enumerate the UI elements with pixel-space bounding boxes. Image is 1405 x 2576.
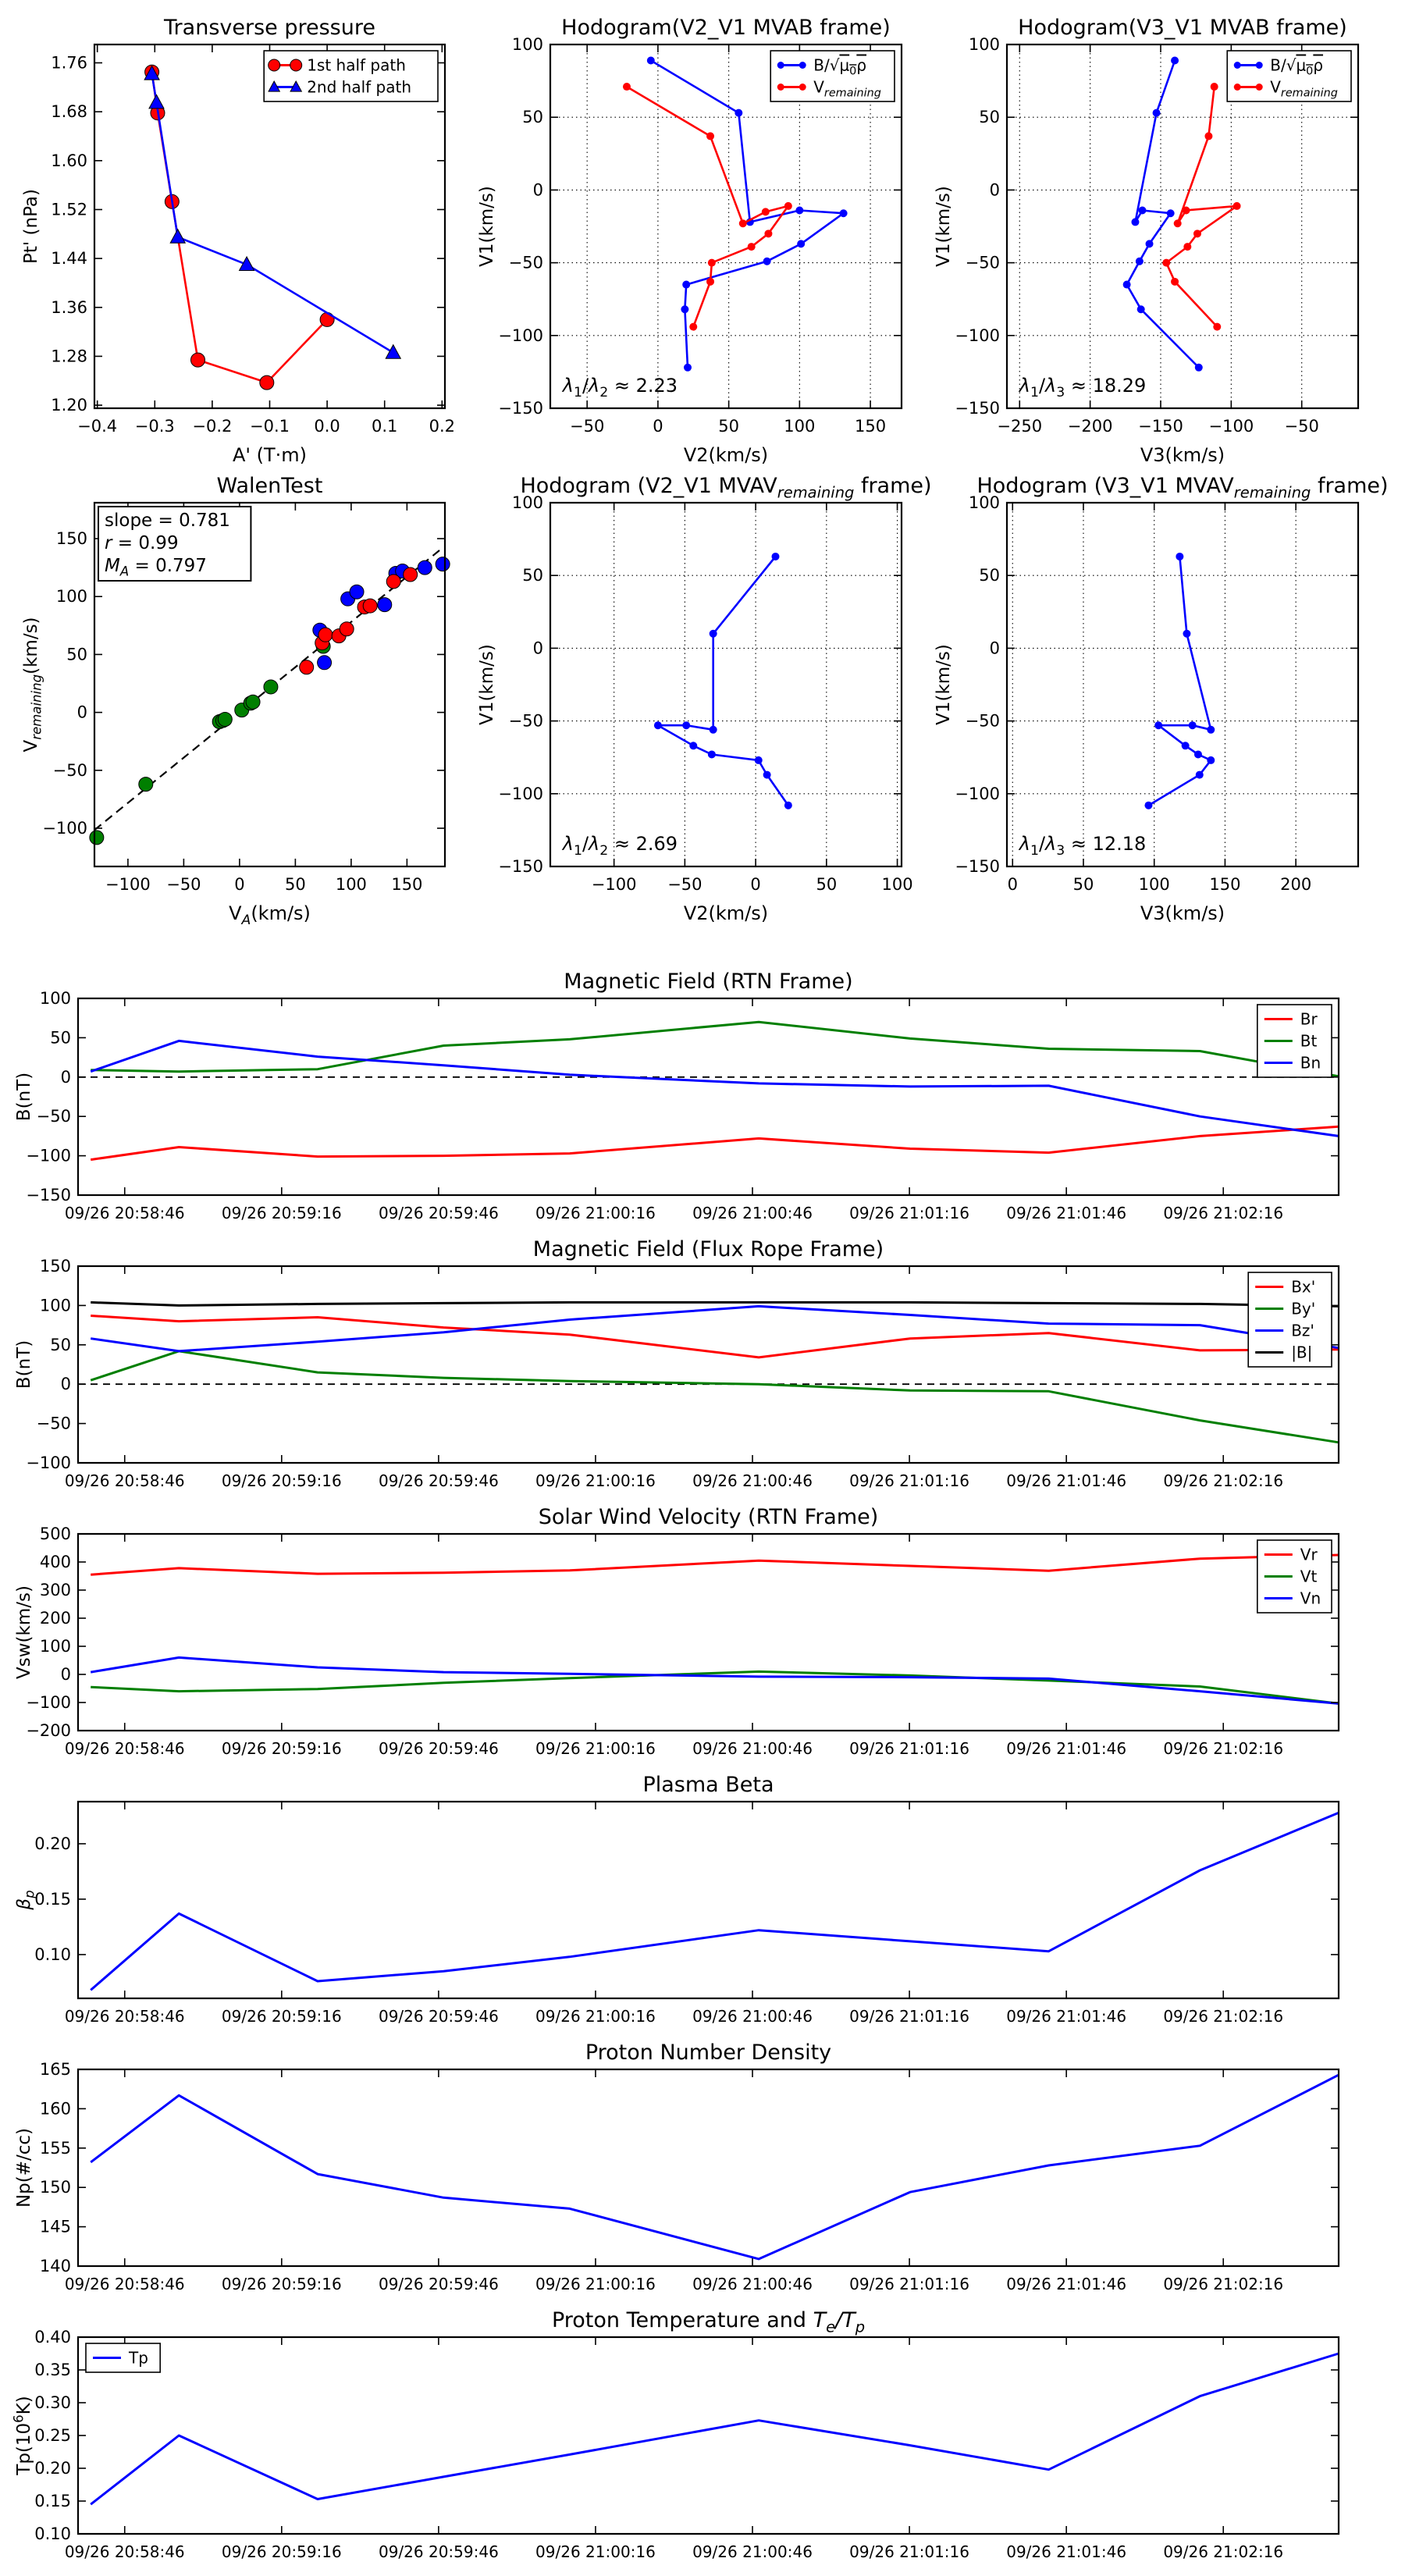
y-axis-label: $\beta_p$ <box>14 1890 37 1910</box>
svg-text:09/26 21:02:16: 09/26 21:02:16 <box>1163 1471 1284 1490</box>
axes-frame <box>78 2337 1339 2534</box>
axes-frame <box>78 998 1339 1195</box>
svg-text:09/26 20:58:46: 09/26 20:58:46 <box>64 1471 185 1490</box>
svg-text:0.40: 0.40 <box>34 2328 71 2347</box>
svg-text:200: 200 <box>1280 875 1312 894</box>
legend <box>1257 1540 1332 1613</box>
svg-text:slope = 0.781: slope = 0.781 <box>105 511 230 531</box>
chart-title: Hodogram(V2_V1 MVAB frame) <box>561 16 891 40</box>
svg-text:100: 100 <box>881 875 913 894</box>
svg-text:−150: −150 <box>955 857 1000 876</box>
svg-text:50: 50 <box>50 1028 71 1048</box>
svg-text:09/26 21:00:46: 09/26 21:00:46 <box>692 1471 813 1490</box>
svg-text:100: 100 <box>968 493 1000 512</box>
svg-text:0.10: 0.10 <box>34 1944 71 1964</box>
svg-text:09/26 21:02:16: 09/26 21:02:16 <box>1163 1739 1284 1758</box>
svg-text:0: 0 <box>1007 875 1018 894</box>
svg-text:09/26 21:00:46: 09/26 21:00:46 <box>692 1739 813 1758</box>
proton-temperature-panel <box>11 2308 1339 2561</box>
axis-ticks <box>51 44 455 436</box>
svg-text:09/26 20:58:46: 09/26 20:58:46 <box>64 1204 185 1222</box>
series-B-alfven <box>647 57 848 372</box>
svg-text:165: 165 <box>39 2060 71 2079</box>
svg-text:09/26 21:02:16: 09/26 21:02:16 <box>1163 2542 1284 2561</box>
svg-text:Bt: Bt <box>1300 1031 1318 1051</box>
svg-text:−100: −100 <box>498 784 543 803</box>
svg-text:0: 0 <box>532 180 543 200</box>
y-axis-label: B(nT) <box>14 1340 34 1389</box>
svg-text:1.76: 1.76 <box>51 53 87 73</box>
series-2nd half path <box>144 66 400 359</box>
chart-title: WalenTest <box>216 474 323 498</box>
svg-text:400: 400 <box>39 1553 71 1571</box>
svg-text:Vremaining: $V_{remaining}$ <box>813 77 881 100</box>
svg-text:1.60: 1.60 <box>51 151 87 170</box>
svg-text:09/26 21:01:46: 09/26 21:01:46 <box>1006 2275 1127 2293</box>
series-Bt <box>91 1022 1339 1076</box>
annotation: $\lambda_1/\lambda_3 \approx 18.29$ <box>1019 375 1147 400</box>
svg-text:150: 150 <box>1209 875 1241 894</box>
svg-text:145: 145 <box>39 2217 71 2236</box>
axes-frame <box>78 2069 1339 2266</box>
svg-text:−100: −100 <box>955 784 1000 803</box>
svg-text:09/26 21:00:16: 09/26 21:00:16 <box>535 1739 656 1758</box>
axis-ticks <box>26 1525 1339 1758</box>
transverse-pressure-plot <box>21 16 455 466</box>
svg-text:−100: −100 <box>26 1693 71 1712</box>
svg-text:150: 150 <box>855 417 887 436</box>
svg-text:0: 0 <box>653 417 663 436</box>
svg-text:2nd half path: 2nd half path <box>307 77 412 97</box>
series-beta-p <box>91 1813 1339 1990</box>
svg-text:1.36: 1.36 <box>51 297 87 317</box>
svg-text:160: 160 <box>39 2099 71 2119</box>
y-axis-label: V1(km/s) <box>934 644 954 725</box>
series-scatter-green <box>90 639 330 845</box>
series-Vr <box>91 1555 1339 1574</box>
svg-text:09/26 20:59:46: 09/26 20:59:46 <box>378 1471 499 1490</box>
svg-text:B/√μ0ρ: $B/√\mu_0\rho$ <box>1270 55 1324 78</box>
series-B-alfven <box>1123 57 1203 372</box>
series-1st half path <box>145 65 335 390</box>
y-axis-label: B(nT) <box>14 1072 34 1122</box>
svg-text:Vremaining: $V_{remaining}$ <box>1270 77 1338 100</box>
series-V-remaining <box>1162 83 1240 331</box>
y-axis-label: V1(km/s) <box>477 186 497 267</box>
annotation: $\lambda_1/\lambda_2 \approx 2.23$ <box>562 375 678 400</box>
svg-text:09/26 20:59:16: 09/26 20:59:16 <box>221 2542 342 2561</box>
svg-text:Tp: Tp <box>129 2348 148 2368</box>
svg-text:0.35: 0.35 <box>34 2361 71 2379</box>
svg-text:100: 100 <box>39 989 71 1008</box>
svg-text:09/26 21:01:16: 09/26 21:01:16 <box>849 1471 970 1490</box>
svg-text:−100: −100 <box>42 819 87 838</box>
magnetic-field-rtn-panel <box>14 970 1339 1222</box>
svg-text:−0.1: −0.1 <box>250 417 290 436</box>
axis-ticks <box>34 2328 1339 2561</box>
svg-text:150: 150 <box>39 1257 71 1276</box>
svg-text:Bn: Bn <box>1300 1053 1321 1073</box>
svg-text:0: 0 <box>60 1665 71 1684</box>
svg-text:−150: −150 <box>1138 417 1183 436</box>
x-axis-label: V2(km/s) <box>683 902 769 924</box>
svg-text:Br: Br <box>1300 1009 1318 1029</box>
svg-text:09/26 20:58:46: 09/26 20:58:46 <box>64 2007 185 2026</box>
svg-text:−50: −50 <box>508 253 543 272</box>
svg-text:09/26 21:01:16: 09/26 21:01:16 <box>849 2007 970 2026</box>
svg-text:09/26 21:01:16: 09/26 21:01:16 <box>849 1204 970 1222</box>
svg-text:50: 50 <box>979 108 1000 127</box>
plasma-beta-panel <box>14 1773 1339 2026</box>
chart-title: Hodogram (V2_V1 $MVAV_{remaining}$ frame) <box>520 474 932 502</box>
svg-text:100: 100 <box>335 875 367 894</box>
svg-text:0: 0 <box>60 1067 71 1087</box>
x-axis-label: V3(km/s) <box>1140 444 1225 466</box>
svg-text:0.15: 0.15 <box>34 1889 71 1909</box>
series-Np <box>91 2075 1339 2259</box>
svg-text:−250: −250 <box>997 417 1043 436</box>
svg-text:09/26 20:59:16: 09/26 20:59:16 <box>221 1204 342 1222</box>
annotation: $\lambda_1/\lambda_2 \approx 2.69$ <box>562 833 678 859</box>
svg-text:150: 150 <box>391 875 423 894</box>
svg-text:50: 50 <box>522 566 543 585</box>
svg-text:−0.3: −0.3 <box>134 417 175 436</box>
svg-text:Vr: Vr <box>1300 1545 1318 1564</box>
svg-text:09/26 20:59:16: 09/26 20:59:16 <box>221 1471 342 1490</box>
svg-text:0.20: 0.20 <box>34 2459 71 2478</box>
svg-text:09/26 20:58:46: 09/26 20:58:46 <box>64 2542 185 2561</box>
svg-text:09/26 21:00:16: 09/26 21:00:16 <box>535 1204 656 1222</box>
svg-text:50: 50 <box>285 875 306 894</box>
chart-title: Hodogram(V3_V1 MVAB frame) <box>1018 16 1347 40</box>
series-Bx' <box>91 1316 1339 1357</box>
svg-text:09/26 21:00:16: 09/26 21:00:16 <box>535 2275 656 2293</box>
svg-text:−100: −100 <box>26 1453 71 1472</box>
hodogram-v3v1-mvab-plot <box>934 16 1358 466</box>
series-By' <box>91 1351 1339 1443</box>
svg-text:−50: −50 <box>667 875 702 894</box>
svg-text:100: 100 <box>39 1296 71 1315</box>
svg-text:09/26 21:00:46: 09/26 21:00:46 <box>692 2542 813 2561</box>
svg-text:1st half path: 1st half path <box>307 55 406 75</box>
svg-text:−100: −100 <box>1208 417 1254 436</box>
svg-text:09/26 21:02:16: 09/26 21:02:16 <box>1163 1204 1284 1222</box>
svg-text:09/26 21:00:46: 09/26 21:00:46 <box>692 2007 813 2026</box>
svg-text:50: 50 <box>718 417 739 436</box>
svg-text:−150: −150 <box>498 399 543 418</box>
series-Br <box>91 1126 1339 1159</box>
legend <box>264 51 438 101</box>
svg-text:−50: −50 <box>965 711 1000 731</box>
chart-title: Solar Wind Velocity (RTN Frame) <box>538 1505 879 1529</box>
svg-text:50: 50 <box>522 108 543 127</box>
chart-title: Plasma Beta <box>642 1773 774 1797</box>
svg-text:100: 100 <box>1138 875 1170 894</box>
hodogram-v3v1-mvav-plot <box>934 474 1389 924</box>
x-axis-label: $V_A(km/s)$ <box>229 902 311 928</box>
svg-text:Vt: Vt <box>1300 1567 1318 1586</box>
hodogram-v2v1-mvab-plot <box>477 16 902 466</box>
svg-text:|B|: |B| <box>1291 1343 1313 1362</box>
svg-text:−50: −50 <box>1284 417 1319 436</box>
svg-text:By': By' <box>1291 1299 1316 1318</box>
svg-text:−50: −50 <box>52 760 87 780</box>
svg-text:MA = 0.797: $M_A = 0.797$ <box>105 556 207 579</box>
svg-text:B/√μ0ρ: $B/√\mu_0\rho$ <box>813 55 867 78</box>
svg-text:−0.2: −0.2 <box>192 417 233 436</box>
walen-test-plot <box>21 474 450 928</box>
svg-text:100: 100 <box>511 35 543 54</box>
y-axis-label: V1(km/s) <box>934 186 954 267</box>
svg-text:0.20: 0.20 <box>34 1834 71 1853</box>
svg-text:1.20: 1.20 <box>51 396 87 415</box>
axis-ticks <box>40 2060 1339 2293</box>
chart-title: Magnetic Field (RTN Frame) <box>564 970 853 994</box>
svg-text:0.0: 0.0 <box>314 417 340 436</box>
series-|B| <box>91 1302 1339 1306</box>
svg-text:0.10: 0.10 <box>34 2524 71 2543</box>
legend <box>1248 1272 1332 1367</box>
svg-text:1.28: 1.28 <box>51 347 87 366</box>
axis-ticks <box>498 493 912 894</box>
svg-text:50: 50 <box>50 1335 71 1354</box>
svg-text:09/26 20:59:16: 09/26 20:59:16 <box>221 2275 342 2293</box>
svg-text:100: 100 <box>511 493 543 512</box>
svg-text:09/26 20:58:46: 09/26 20:58:46 <box>64 2275 185 2293</box>
svg-text:−50: −50 <box>965 253 1000 272</box>
svg-text:0: 0 <box>234 875 245 894</box>
svg-text:50: 50 <box>66 645 87 664</box>
svg-text:−200: −200 <box>26 1721 71 1740</box>
svg-text:0.1: 0.1 <box>372 417 398 436</box>
series-V-remaining-path <box>654 553 792 809</box>
svg-text:−50: −50 <box>508 711 543 731</box>
y-axis-label: $Tp(10^6K)$ <box>11 2396 34 2475</box>
svg-text:Bz': Bz' <box>1291 1321 1314 1340</box>
svg-text:09/26 20:59:46: 09/26 20:59:46 <box>378 2275 499 2293</box>
svg-text:−150: −150 <box>955 399 1000 418</box>
svg-text:−50: −50 <box>36 1414 71 1433</box>
svg-text:50: 50 <box>1072 875 1094 894</box>
svg-text:09/26 20:59:16: 09/26 20:59:16 <box>221 1739 342 1758</box>
svg-text:09/26 21:01:16: 09/26 21:01:16 <box>849 1739 970 1758</box>
svg-text:1.44: 1.44 <box>51 249 87 269</box>
svg-text:0: 0 <box>532 639 543 658</box>
svg-text:09/26 21:02:16: 09/26 21:02:16 <box>1163 2275 1284 2293</box>
y-axis-label: Vsw(km/s) <box>14 1585 34 1679</box>
series-V-remaining-path <box>1144 553 1215 809</box>
legend <box>770 51 895 101</box>
svg-text:−150: −150 <box>26 1186 71 1204</box>
svg-text:0: 0 <box>60 1375 71 1394</box>
svg-text:0.25: 0.25 <box>34 2426 71 2445</box>
svg-text:0: 0 <box>750 875 761 894</box>
svg-text:Bx': Bx' <box>1291 1277 1316 1297</box>
svg-text:100: 100 <box>968 35 1000 54</box>
x-axis-label: V3(km/s) <box>1140 902 1225 924</box>
svg-text:50: 50 <box>816 875 838 894</box>
chart-title: Magnetic Field (Flux Rope Frame) <box>532 1237 884 1261</box>
svg-text:50: 50 <box>979 566 1000 585</box>
svg-text:−50: −50 <box>166 875 201 894</box>
svg-text:09/26 20:58:46: 09/26 20:58:46 <box>64 1739 185 1758</box>
axis-ticks <box>955 493 1358 894</box>
series-Bn <box>91 1041 1339 1136</box>
svg-text:09/26 20:59:46: 09/26 20:59:46 <box>378 2007 499 2026</box>
svg-text:−200: −200 <box>1067 417 1113 436</box>
svg-text:140: 140 <box>39 2257 71 2275</box>
series-Tp <box>91 2354 1339 2504</box>
svg-text:09/26 20:59:46: 09/26 20:59:46 <box>378 1739 499 1758</box>
svg-text:09/26 20:59:16: 09/26 20:59:16 <box>221 2007 342 2026</box>
y-axis-label: Np(#/cc) <box>14 2127 34 2208</box>
x-axis-label: A' (T·m) <box>232 444 308 466</box>
y-axis-label: $V_{remaining}(km/s)$ <box>21 617 44 753</box>
legend <box>1227 51 1351 101</box>
chart-title: Transverse pressure <box>164 16 375 40</box>
svg-text:09/26 21:00:46: 09/26 21:00:46 <box>692 1204 813 1222</box>
svg-text:0: 0 <box>989 639 1000 658</box>
magnetic-field-fluxrope-panel <box>14 1237 1339 1490</box>
grid <box>550 503 902 866</box>
svg-text:0.30: 0.30 <box>34 2393 71 2412</box>
svg-text:−50: −50 <box>570 417 605 436</box>
solar-wind-velocity-panel <box>14 1505 1339 1758</box>
svg-text:09/26 21:00:16: 09/26 21:00:16 <box>535 2007 656 2026</box>
svg-text:−100: −100 <box>955 326 1000 345</box>
svg-text:150: 150 <box>55 529 87 549</box>
svg-text:09/26 21:01:46: 09/26 21:01:46 <box>1006 2542 1127 2561</box>
svg-text:100: 100 <box>39 1637 71 1656</box>
svg-text:−100: −100 <box>498 326 543 345</box>
y-axis-label: V1(km/s) <box>477 644 497 725</box>
svg-text:−0.4: −0.4 <box>77 417 118 436</box>
svg-text:300: 300 <box>39 1581 71 1599</box>
svg-text:09/26 20:59:46: 09/26 20:59:46 <box>378 1204 499 1222</box>
chart-title: Hodogram (V3_V1 $MVAV_{remaining}$ frame) <box>976 474 1389 502</box>
axes-frame <box>550 503 902 866</box>
legend <box>1257 1005 1332 1077</box>
svg-text:−100: −100 <box>105 875 151 894</box>
svg-text:09/26 21:01:46: 09/26 21:01:46 <box>1006 2007 1127 2026</box>
svg-text:155: 155 <box>39 2138 71 2158</box>
chart-title: Proton Number Density <box>585 2041 832 2065</box>
svg-text:09/26 21:02:16: 09/26 21:02:16 <box>1163 2007 1284 2026</box>
chart-title: Proton Temperature and $T_e/T_p$ <box>551 2308 866 2336</box>
legend <box>86 2343 160 2372</box>
svg-text:09/26 21:01:46: 09/26 21:01:46 <box>1006 1471 1127 1490</box>
svg-text:09/26 21:00:16: 09/26 21:00:16 <box>535 1471 656 1490</box>
svg-text:−50: −50 <box>36 1107 71 1126</box>
series-Vn <box>91 1657 1339 1703</box>
hodogram-v2v1-mvav-plot <box>477 474 932 924</box>
series-scatter-blue <box>313 557 450 670</box>
series-scatter-red <box>300 568 418 674</box>
svg-text:09/26 20:59:46: 09/26 20:59:46 <box>378 2542 499 2561</box>
svg-text:−150: −150 <box>498 857 543 876</box>
svg-text:0.15: 0.15 <box>34 2492 71 2510</box>
x-axis-label: V2(km/s) <box>683 444 769 466</box>
series-V-remaining <box>623 83 792 331</box>
svg-text:100: 100 <box>784 417 816 436</box>
svg-text:Vn: Vn <box>1300 1589 1321 1608</box>
svg-text:0: 0 <box>989 180 1000 200</box>
svg-text:100: 100 <box>55 587 87 607</box>
svg-text:r = 0.99: r = 0.99 <box>105 533 179 553</box>
axis-ticks <box>34 1802 1339 2026</box>
svg-text:09/26 21:01:16: 09/26 21:01:16 <box>849 2275 970 2293</box>
svg-text:09/26 21:00:46: 09/26 21:00:46 <box>692 2275 813 2293</box>
annotation: $\lambda_1/\lambda_3 \approx 12.18$ <box>1019 833 1147 859</box>
svg-text:09/26 21:01:16: 09/26 21:01:16 <box>849 2542 970 2561</box>
svg-text:−100: −100 <box>591 875 637 894</box>
svg-text:09/26 21:01:46: 09/26 21:01:46 <box>1006 1739 1127 1758</box>
svg-text:1.52: 1.52 <box>51 200 87 219</box>
svg-text:200: 200 <box>39 1609 71 1628</box>
svg-text:0: 0 <box>76 703 87 722</box>
svg-text:09/26 21:00:16: 09/26 21:00:16 <box>535 2542 656 2561</box>
stats-box <box>98 507 251 581</box>
svg-text:1.68: 1.68 <box>51 102 87 122</box>
proton-density-panel <box>14 2041 1339 2293</box>
svg-text:0.2: 0.2 <box>429 417 456 436</box>
svg-text:500: 500 <box>39 1525 71 1543</box>
svg-text:150: 150 <box>39 2178 71 2197</box>
svg-text:−100: −100 <box>26 1146 71 1165</box>
svg-text:09/26 21:01:46: 09/26 21:01:46 <box>1006 1204 1127 1222</box>
y-axis-label: Pt' (nPa) <box>21 189 41 264</box>
axis-ticks <box>26 1257 1339 1490</box>
axes-frame <box>78 1802 1339 1998</box>
